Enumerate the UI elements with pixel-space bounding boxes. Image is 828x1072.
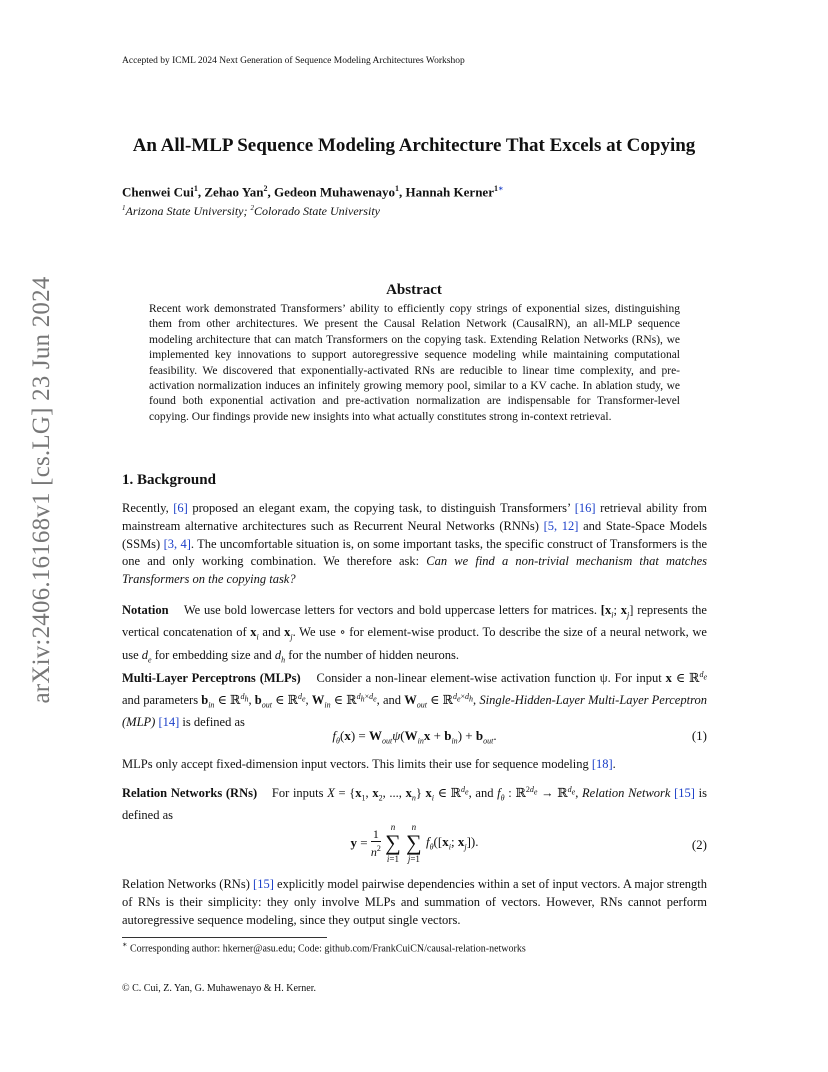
- affiliations: [122, 204, 380, 219]
- citation-link[interactable]: [16]: [574, 501, 596, 515]
- rn-paragraph: Relation Networks (RNs) For inputs $X = \{x_1$, $x_2$, ..., $x_n$} $x_i$ ∈ ℝ$^{d_e}$, and $f_\theta$ : ℝ$^{2d_e}$ → ℝ$^{d_e}$, Relation Network [15] is defined as: [122, 785, 707, 823]
- citation-link[interactable]: [15]: [674, 786, 695, 801]
- affiliation-mark: 1: [193, 184, 198, 193]
- equation-body: $f_\theta(x) = W_{out}\psi(W_{in}x + b_{in}) + b_{out}$.: [332, 728, 497, 746]
- affiliation: Arizona State University;: [125, 204, 251, 218]
- equation-1: [122, 728, 707, 748]
- arxiv-identifier: arXiv:2406.16168v1 [cs.LG] 23 Jun 2024: [28, 276, 55, 704]
- notation-paragraph: Notation We use bold lowercase letters for vectors and bold uppercase letters for matrices. [$x_i$; $x_j$] represents the vertical concatenation of $x_i$ and $x_j$. We use ∘ for element-wise product. To describe the size of a neural network, we use $d_e$ for embedding size and $d_h$ for the number of hidden neurons.: [122, 603, 707, 665]
- abstract-heading: Abstract: [386, 282, 442, 298]
- paragraph-heading: Relation Networks (RNs): [122, 786, 258, 801]
- author-name: Zehao Yan: [204, 184, 264, 200]
- affiliation-mark: 2: [250, 204, 254, 212]
- mlp-paragraph: Multi-Layer Perceptrons (MLPs) Consider a non-linear element-wise activation function ψ. For input x ∈ ℝ$^{d_e}$ and parameters $b_{in}$ ∈ ℝ$^{d_h}$, $b_{out}$ ∈ ℝ$^{d_e}$, $W_{in}$ ∈ ℝ$^{d_h\times d_e}$, and $W_{out}$ ∈ ℝ$^{d_e\times d_h}$, Single-Hidden-Layer Multi-Layer Perceptron (MLP) [14] is defined as: [122, 670, 707, 730]
- background-paragraph: Recently, [6] proposed an elegant exam, the copying task, to distinguish Transformers’ [16] retrieval ability from mainstream alternative architectures such as Recurrent Neural Networks (RNNs) [5, 12] and State-Space Models (SSMs) [3, 4]. The uncomfortable situation is, on some important tasks, the specific construct of Transformers is the one and only working combination. We therefore ask: Can we find a non-trivial mechanism that matches Transformers on the copying task?: [122, 501, 707, 587]
- citation-link[interactable]: [3, 4]: [163, 536, 191, 551]
- citation-link[interactable]: [15]: [253, 877, 274, 891]
- rn-name: Relation Network: [582, 786, 671, 801]
- author-name: Chenwei Cui: [122, 184, 194, 200]
- citation-link[interactable]: [14]: [158, 715, 180, 730]
- citation-link[interactable]: [5, 12]: [543, 518, 579, 533]
- paragraph-heading: Multi-Layer Perceptrons (MLPs): [122, 671, 301, 686]
- citation-link[interactable]: [6]: [173, 501, 188, 515]
- math-concat: [$x_i$; $x_j$]: [600, 603, 634, 620]
- author-list: Chenwei Cui$^1$, Zehao Yan$^2$, Gedeon Muhawenayo$^1$, Hannah Kerner$^{1∗}$: [122, 184, 504, 200]
- copyright-notice: © C. Cui, Z. Yan, G. Muhawenayo & H. Kerner.: [122, 983, 316, 994]
- section-heading: 1. Background: [122, 472, 216, 488]
- abstract-text: Recent work demonstrated Transformers’ ability to efficiently copy strings of exponential sizes, distinguishing them from other architectures. We present the Causal Relation Network (CausalRN), an all-MLP sequence modeling architecture that can match Transformers on the copying task. Extending Relation Networks (RNs), we implemented key innovations to support autoregressive sequence modeling while maintaining computational feasibility. We discovered that exponentially-activated RNs are reducible to linear time complexity, and pre-activation normalization induces an infinitely growing memory pool, similar to a KV cache. In ablation study, we found both exponential activation and pre-activation normalization are indispensable for Transformer-level copying. Our findings provide new insights into what actually constitutes strong in-context retrieval.: [149, 303, 680, 423]
- mlp-name: Single-Hidden-Layer Multi-Layer Perceptron (MLP): [122, 693, 707, 730]
- corresponding-author-mark[interactable]: ∗: [497, 184, 504, 193]
- affiliation-mark: 1: [394, 184, 399, 193]
- research-question: Can we find a non-trivial mechanism that matches Transformers on the copying task?: [122, 554, 707, 587]
- running-header: Accepted by ICML 2024 Next Generation of Sequence Modeling Architectures Workshop: [122, 56, 465, 66]
- mlp-limitation-text: MLPs only accept fixed-dimension input vectors. This limits their use for sequence modeling [18].: [122, 757, 616, 771]
- paper-title: An All-MLP Sequence Modeling Architecture That Excels at Copying: [132, 135, 696, 156]
- equation-body: y = $\frac{1}{n^2}$ n ∑ i=1 n ∑ j=1 $f_\theta([x_i$; $x_j$]).: [350, 822, 479, 864]
- equation-number: (2): [691, 837, 707, 852]
- affiliation-mark: 2: [263, 184, 268, 193]
- affiliation-mark: 1: [493, 184, 498, 193]
- footnote-mark: ∗: [122, 940, 128, 949]
- arxiv-sidebar: [22, 276, 62, 704]
- affiliation-mark: 1: [122, 204, 126, 212]
- author-name: Gedeon Muhawenayo: [274, 184, 395, 200]
- footnote: ∗ Corresponding author: hkerner@asu.edu; Code: github.com/FrankCuiCN/causal-relation-networks: [122, 940, 526, 955]
- paragraph-heading: Notation: [122, 603, 169, 617]
- equation-number: (1): [691, 728, 707, 743]
- citation-link[interactable]: [18]: [591, 757, 613, 771]
- rn-description-paragraph: Relation Networks (RNs) [15] explicitly model pairwise dependencies within a set of input vectors. A major strength of RNs is their simplicity: they only involve MLPs and summation of vectors. However, RNs cannot perform autoregressive sequence modeling, since they output single vectors.: [122, 877, 707, 927]
- affiliation: Colorado State University: [253, 204, 380, 218]
- footnote-divider: [122, 937, 327, 938]
- equation-2: [122, 822, 707, 872]
- author-name: Hannah Kerner: [405, 184, 494, 200]
